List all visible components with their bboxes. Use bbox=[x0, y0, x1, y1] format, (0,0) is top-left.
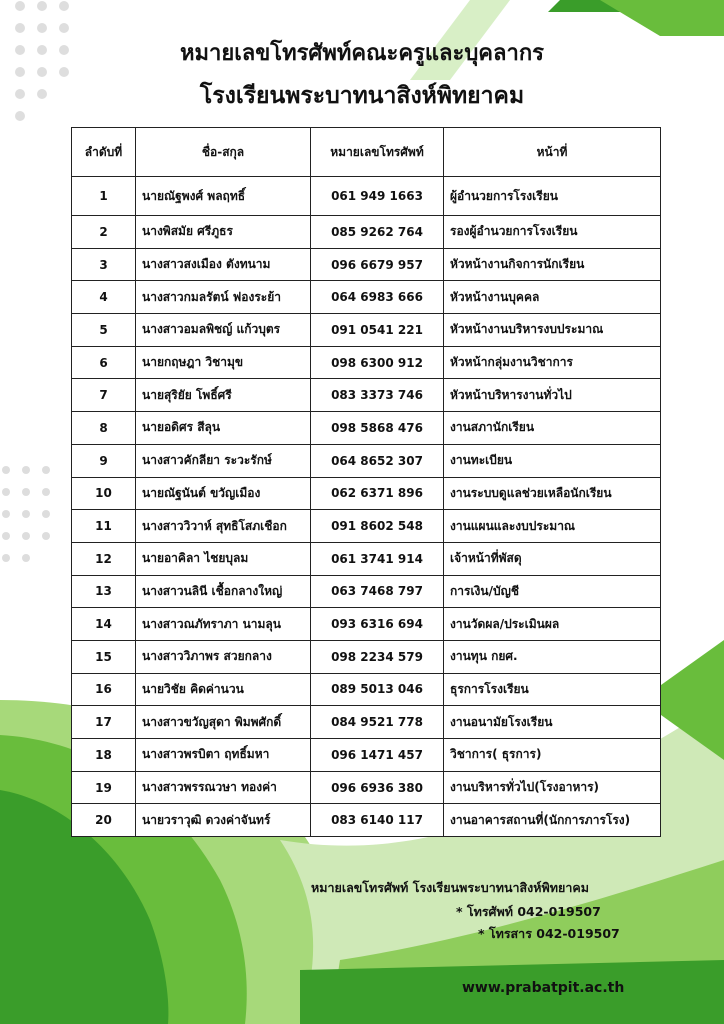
school-name-title: โรงเรียนพระบาทนาสิงห์พิทยาคม bbox=[199, 83, 525, 109]
row-phone: 089 5013 046 bbox=[311, 673, 444, 706]
row-phone: 098 5868 476 bbox=[311, 412, 444, 445]
row-order: 17 bbox=[72, 706, 136, 739]
row-duty: ธุรการโรงเรียน bbox=[444, 673, 661, 706]
row-phone: 084 9521 778 bbox=[311, 706, 444, 739]
row-phone: 093 6316 694 bbox=[311, 608, 444, 641]
row-duty: การเงิน/บัญชี bbox=[444, 575, 661, 608]
row-name: นางสาวกมลรัตน์ ฟองระย้า bbox=[136, 281, 311, 314]
row-duty: งานอาคารสถานที่(นักการภารโรง) bbox=[444, 804, 661, 837]
row-name: นายวิชัย คิดค่านวน bbox=[136, 673, 311, 706]
table-row bbox=[72, 804, 661, 837]
row-name: นายณัฐนันต์ ขวัญเมือง bbox=[136, 477, 311, 510]
row-order: 8 bbox=[72, 412, 136, 445]
row-order: 11 bbox=[72, 510, 136, 543]
row-duty: หัวหน้ากลุ่มงานวิชาการ bbox=[444, 346, 661, 379]
row-order: 20 bbox=[72, 804, 136, 837]
row-name: นายสุริยัย โพธิ์ศรี bbox=[136, 379, 311, 412]
row-phone: 063 7468 797 bbox=[311, 575, 444, 608]
row-name: นางสาววิภาพร สวยกลาง bbox=[136, 640, 311, 673]
row-name: นายอดิศร สีลุน bbox=[136, 412, 311, 445]
row-name: นางสาวสงเมือง ตังทนาม bbox=[136, 248, 311, 281]
row-phone: 096 6936 380 bbox=[311, 771, 444, 804]
row-name: นายวราวุฒิ ดวงค่าจันทร์ bbox=[136, 804, 311, 837]
row-duty: งานทะเบียน bbox=[444, 444, 661, 477]
row-order: 1 bbox=[72, 177, 136, 216]
table-row bbox=[72, 379, 661, 412]
row-order: 7 bbox=[72, 379, 136, 412]
contact-heading: หมายเลขโทรศัพท์ โรงเรียนพระบาทนาสิงห์พิทยาคม bbox=[311, 880, 589, 895]
table-row bbox=[72, 444, 661, 477]
table-row bbox=[72, 739, 661, 772]
row-duty: หัวหน้างานบริหารงบประมาณ bbox=[444, 314, 661, 347]
row-duty: ผู้อำนวยการโรงเรียน bbox=[444, 177, 661, 216]
row-name: นางสาวพรรณวษา ทองค่า bbox=[136, 771, 311, 804]
row-order: 4 bbox=[72, 281, 136, 314]
table-row bbox=[72, 477, 661, 510]
row-name: นางพิสมัย ศรีภูธร bbox=[136, 216, 311, 249]
row-phone: 091 0541 221 bbox=[311, 314, 444, 347]
row-phone: 085 9262 764 bbox=[311, 216, 444, 249]
row-duty: รองผู้อำนวยการโรงเรียน bbox=[444, 216, 661, 249]
header-phone: หมายเลขโทรศัพท์ bbox=[311, 128, 444, 177]
row-duty: งานวัดผล/ประเมินผล bbox=[444, 608, 661, 641]
row-duty: งานสภานักเรียน bbox=[444, 412, 661, 445]
row-phone: 098 6300 912 bbox=[311, 346, 444, 379]
row-order: 15 bbox=[72, 640, 136, 673]
row-order: 14 bbox=[72, 608, 136, 641]
header-duty: หน้าที่ bbox=[444, 128, 661, 177]
row-order: 10 bbox=[72, 477, 136, 510]
row-order: 16 bbox=[72, 673, 136, 706]
row-duty: งานทุน กยศ. bbox=[444, 640, 661, 673]
row-order: 6 bbox=[72, 346, 136, 379]
table-row bbox=[72, 412, 661, 445]
row-name: นางสาววิวาห์ สุทธิโสภเชือก bbox=[136, 510, 311, 543]
row-order: 19 bbox=[72, 771, 136, 804]
header-name: ชื่อ-สกุล bbox=[136, 128, 311, 177]
row-duty: หัวหน้าบริหารงานทั่วไป bbox=[444, 379, 661, 412]
row-name: นายณัฐพงศ์ พลฤทธิ์ bbox=[136, 177, 311, 216]
row-phone: 083 6140 117 bbox=[311, 804, 444, 837]
table-row bbox=[72, 510, 661, 543]
left-dot-pattern bbox=[2, 466, 50, 562]
table-row bbox=[72, 346, 661, 379]
row-phone: 096 6679 957 bbox=[311, 248, 444, 281]
table-row bbox=[72, 673, 661, 706]
row-order: 3 bbox=[72, 248, 136, 281]
staff-table-body bbox=[72, 177, 661, 837]
row-order: 13 bbox=[72, 575, 136, 608]
table-row bbox=[72, 575, 661, 608]
table-row bbox=[72, 281, 661, 314]
row-order: 12 bbox=[72, 542, 136, 575]
table-row bbox=[72, 248, 661, 281]
row-name: นางสาวพรบิตา ฤทธิ์มหา bbox=[136, 739, 311, 772]
row-name: นางสาวคักลียา ระวะรักษ์ bbox=[136, 444, 311, 477]
website-link[interactable]: www.prabatpit.ac.th bbox=[462, 980, 625, 996]
row-phone: 083 3373 746 bbox=[311, 379, 444, 412]
table-row bbox=[72, 216, 661, 249]
row-duty: วิชาการ( ธุรการ) bbox=[444, 739, 661, 772]
table-header-row bbox=[72, 128, 661, 177]
table-row bbox=[72, 640, 661, 673]
staff-phone-table bbox=[71, 127, 661, 837]
table-row bbox=[72, 314, 661, 347]
row-phone: 091 8602 548 bbox=[311, 510, 444, 543]
table-row bbox=[72, 177, 661, 216]
row-name: นายกฤษฎา วิชามุข bbox=[136, 346, 311, 379]
row-phone: 096 1471 457 bbox=[311, 739, 444, 772]
row-duty: งานบริหารทั่วไป(โรงอาหาร) bbox=[444, 771, 661, 804]
row-order: 5 bbox=[72, 314, 136, 347]
row-name: นางสาวนลินี เชื้อกลางใหญ่ bbox=[136, 575, 311, 608]
row-duty: งานแผนและงบประมาณ bbox=[444, 510, 661, 543]
row-name: นายอาคิลา ไชยบุลม bbox=[136, 542, 311, 575]
row-duty: หัวหน้างานกิจการนักเรียน bbox=[444, 248, 661, 281]
contact-phone: * โทรศัพท์ 042-019507 bbox=[456, 904, 601, 919]
row-phone: 061 949 1663 bbox=[311, 177, 444, 216]
table-row bbox=[72, 542, 661, 575]
row-phone: 062 6371 896 bbox=[311, 477, 444, 510]
row-order: 9 bbox=[72, 444, 136, 477]
row-name: นางสาวอมลพิชญ์ แก้วบุตร bbox=[136, 314, 311, 347]
table-row bbox=[72, 706, 661, 739]
row-order: 18 bbox=[72, 739, 136, 772]
row-phone: 064 6983 666 bbox=[311, 281, 444, 314]
row-phone: 061 3741 914 bbox=[311, 542, 444, 575]
table-row bbox=[72, 608, 661, 641]
table-row bbox=[72, 771, 661, 804]
row-phone: 064 8652 307 bbox=[311, 444, 444, 477]
row-order: 2 bbox=[72, 216, 136, 249]
row-phone: 098 2234 579 bbox=[311, 640, 444, 673]
row-name: นางสาวขวัญสุดา พิมพศักดิ์ bbox=[136, 706, 311, 739]
row-duty: หัวหน้างานบุคคล bbox=[444, 281, 661, 314]
contact-fax: * โทรสาร 042-019507 bbox=[478, 926, 620, 941]
row-duty: เจ้าหน้าที่พัสดุ bbox=[444, 542, 661, 575]
row-name: นางสาวณภัทราภา นามลุน bbox=[136, 608, 311, 641]
header-order: ลำดับที่ bbox=[72, 128, 136, 177]
page-title: หมายเลขโทรศัพท์คณะครูและบุคลากร bbox=[180, 41, 544, 66]
row-duty: งานอนามัยโรงเรียน bbox=[444, 706, 661, 739]
row-duty: งานระบบดูแลช่วยเหลือนักเรียน bbox=[444, 477, 661, 510]
